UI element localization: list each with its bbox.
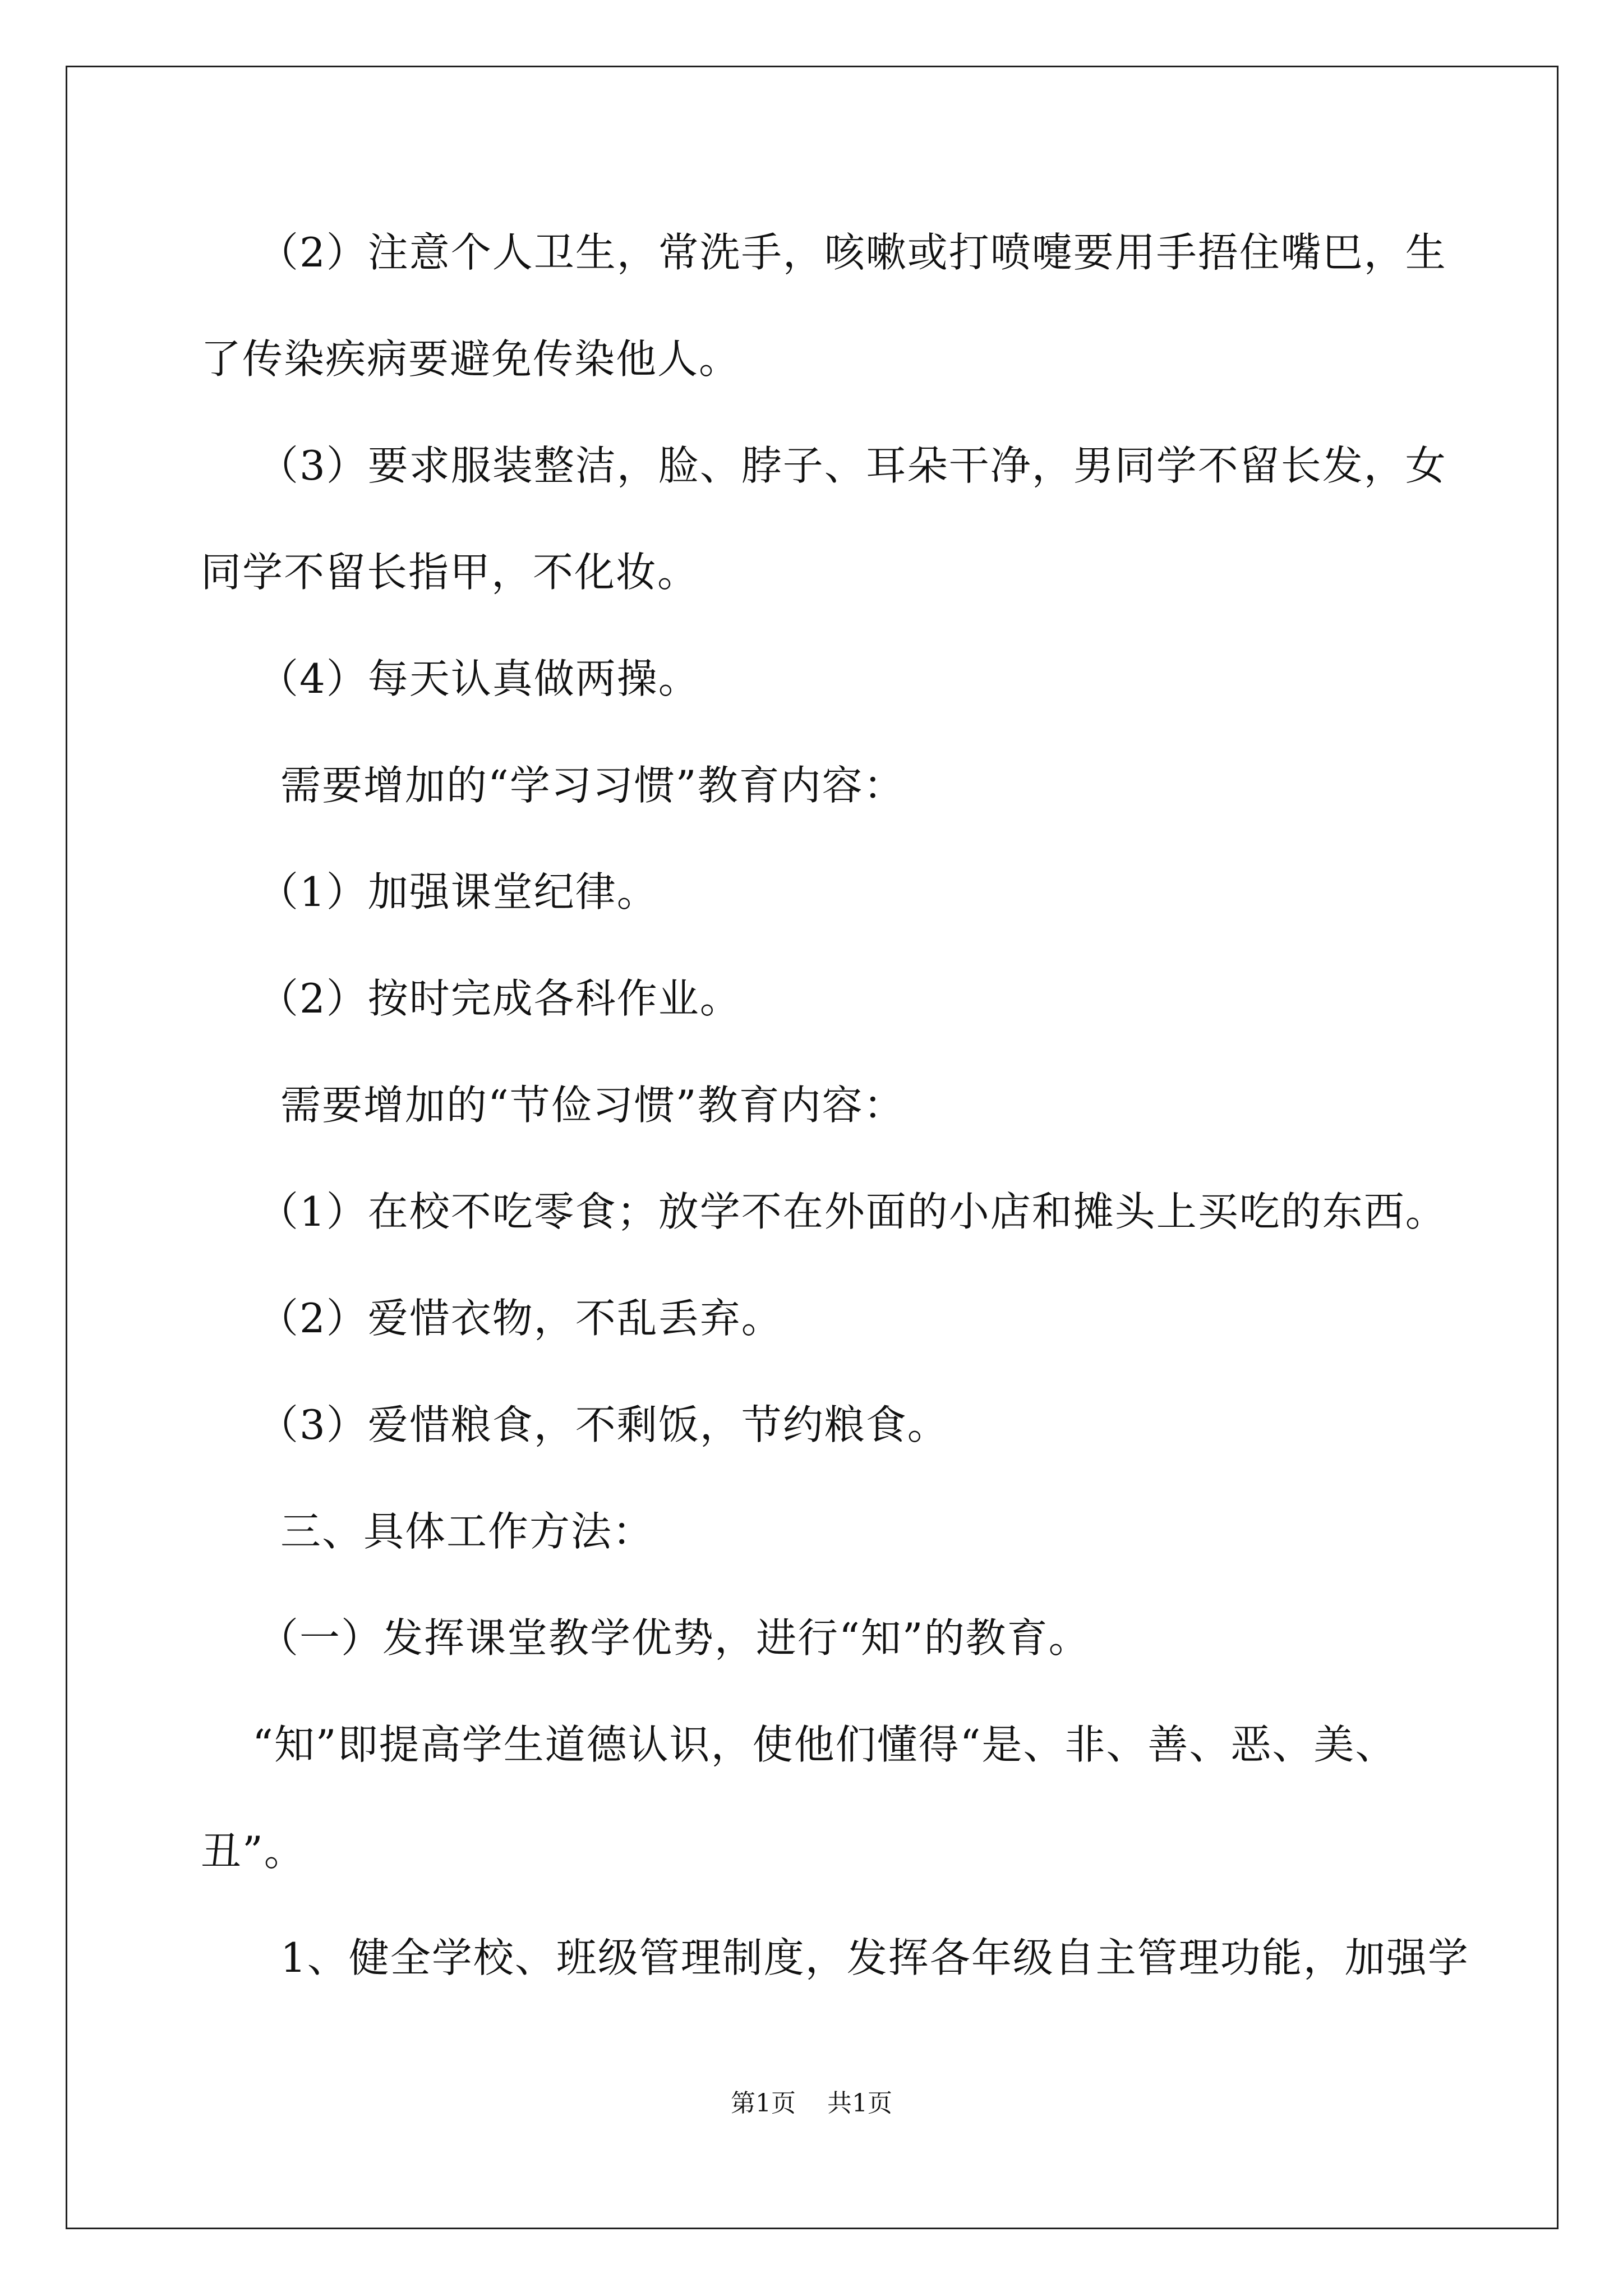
paragraph-line: 1、健全学校、班级管理制度，发挥各年级自主管理功能，加强学 — [280, 1934, 1469, 1981]
paragraph-line: 同学不留长指甲，不化妆。 — [201, 549, 699, 596]
paragraph-line: （1）加强课堂纪律。 — [258, 868, 658, 915]
total-pages: 共1页 — [827, 2089, 892, 2118]
paragraph-line: （2）按时完成各科作业。 — [258, 975, 741, 1022]
paragraph-line: （4）每天认真做两操。 — [258, 655, 700, 702]
paragraph-line: （3）要求服装整洁，脸、脖子、耳朵干净，男同学不留长发，女 — [258, 442, 1447, 489]
subsection-heading: （一）发挥课堂教学优势，进行“知”的教育。 — [258, 1614, 1090, 1662]
paragraph-line: “知”即提高学生道德认识，使他们懂得“是、非、善、恶、美、 — [252, 1721, 1397, 1768]
paragraph-line: 丑”。 — [201, 1828, 306, 1875]
page-footer — [0, 2087, 1623, 2120]
paragraph-line: （3）爱惜粮食，不剩饭，节约粮食。 — [258, 1401, 949, 1448]
section-heading: 三、具体工作方法： — [280, 1508, 654, 1555]
page-number: 第1页 — [731, 2089, 796, 2118]
paragraph-line: （2）注意个人卫生，常洗手，咳嗽或打喷嚏要用手捂住嘴巴，生 — [258, 229, 1447, 276]
paragraph-line: 需要增加的“节俭习惯”教育内容： — [280, 1082, 905, 1129]
page-frame — [66, 66, 1559, 2229]
paragraph-line: 需要增加的“学习习惯”教育内容： — [280, 762, 905, 809]
paragraph-line: （1）在校不吃零食；放学不在外面的小店和摊头上买吃的东西。 — [258, 1188, 1447, 1235]
paragraph-line: （2）爱惜衣物，不乱丢弃。 — [258, 1295, 783, 1342]
paragraph-line: 了传染疾病要避免传染他人。 — [201, 335, 741, 383]
